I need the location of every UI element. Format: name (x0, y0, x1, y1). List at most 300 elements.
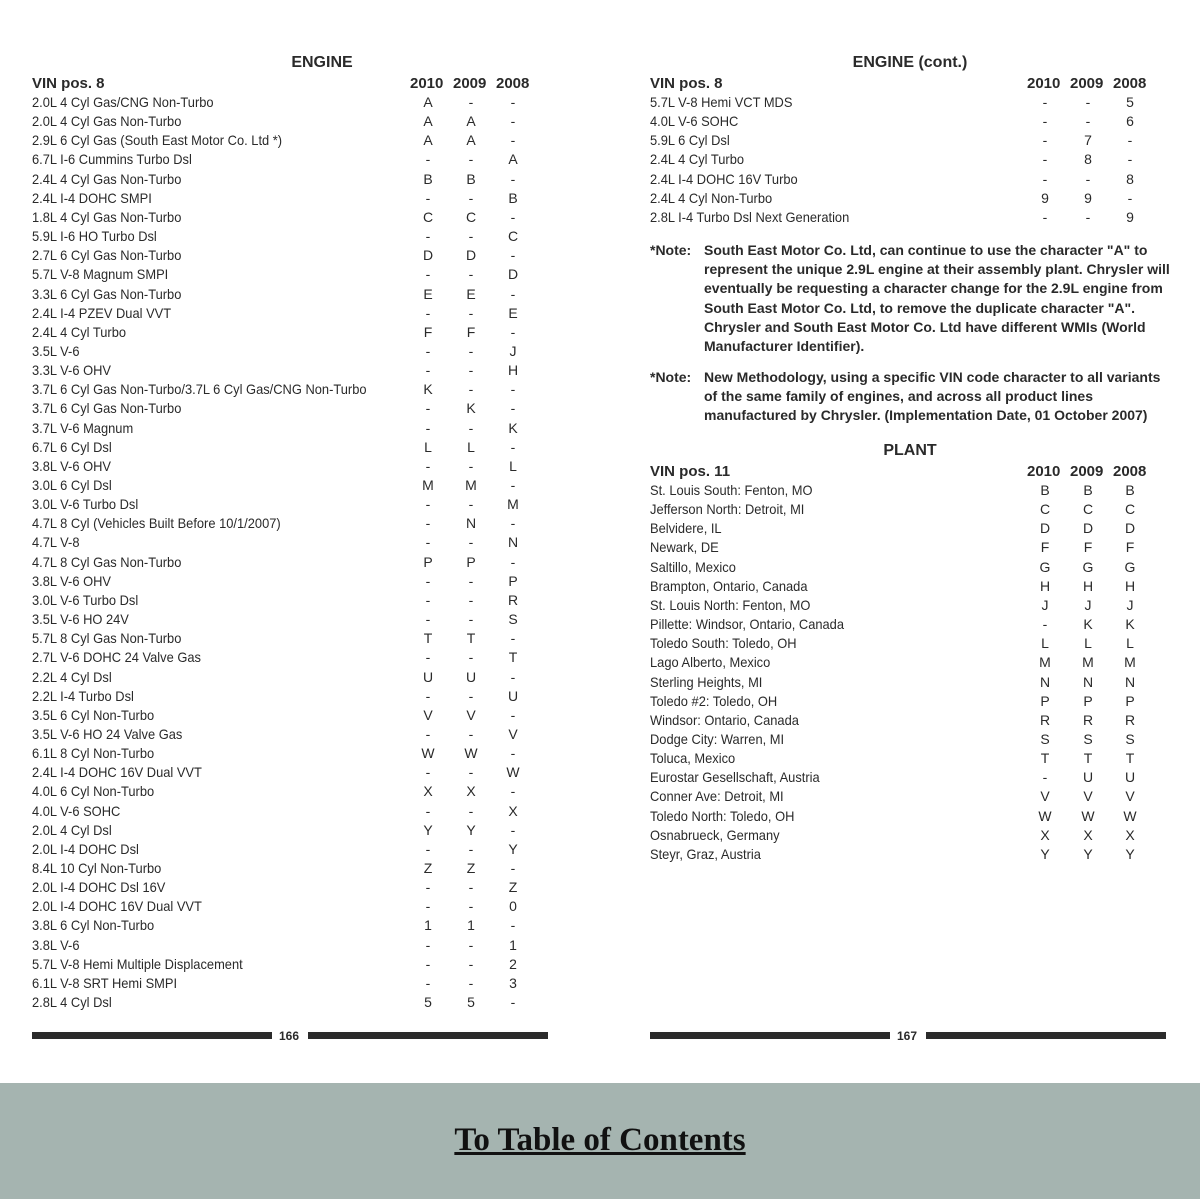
code-2010: - (425, 936, 431, 953)
row-label: 2.8L 4 Cyl Dsl (32, 994, 112, 1011)
table-row (650, 845, 1170, 864)
code-2010: - (425, 515, 431, 532)
code-2008: M (507, 496, 519, 513)
code-2010: - (1042, 616, 1048, 633)
code-2010: - (1042, 113, 1048, 130)
page-number: 166 (279, 1029, 300, 1043)
code-2010: - (425, 572, 431, 589)
code-2010: H (1039, 577, 1051, 594)
table-row (32, 802, 552, 821)
row-label: 3.0L V-6 Turbo Dsl (32, 591, 139, 608)
code-2010: C (1039, 501, 1051, 518)
code-2008: B (1125, 482, 1135, 498)
code-2010: U (422, 668, 434, 685)
code-2008: A (508, 151, 518, 168)
row-label: 3.0L V-6 Turbo Dsl (32, 496, 139, 513)
row-label: 3.8L V-6 OHV (32, 572, 111, 589)
code-2010: A (423, 113, 433, 130)
code-2009: - (468, 936, 474, 953)
code-2010: - (425, 955, 431, 972)
code-2008: - (1127, 189, 1133, 206)
table-row (650, 150, 1170, 169)
code-2008: N (507, 534, 519, 551)
table-row (32, 744, 552, 763)
row-label: 3.3L V-6 OHV (32, 362, 111, 379)
code-2009: K (1083, 616, 1093, 633)
code-2009: - (468, 457, 474, 474)
code-2008: - (510, 783, 516, 800)
table-row (650, 189, 1170, 208)
code-2008: - (510, 113, 516, 130)
code-2010: S (1040, 730, 1050, 747)
table-row (32, 897, 552, 916)
row-label: 2.4L 4 Cyl Non-Turbo (650, 189, 773, 206)
code-2009: - (468, 879, 474, 896)
table-row (650, 577, 1170, 596)
table-row (32, 687, 552, 706)
plant-title: PLANT (883, 442, 937, 459)
code-2009: V (466, 706, 476, 723)
note-label: *Note: (650, 369, 692, 385)
code-2010: Y (1040, 845, 1050, 862)
table-row (32, 399, 552, 418)
code-2009: W (1081, 807, 1095, 824)
code-2010: - (1042, 170, 1048, 187)
code-2008: E (508, 304, 518, 321)
code-2010: - (425, 304, 431, 321)
code-2008: F (1125, 539, 1135, 556)
code-2010: A (423, 94, 433, 110)
table-row (32, 380, 552, 399)
table-row (32, 648, 552, 667)
table-row (32, 763, 552, 782)
row-label: 3.8L V-6 OHV (32, 457, 111, 474)
code-2010: L (1041, 635, 1049, 652)
code-2009: U (1082, 769, 1094, 786)
code-2008: G (1124, 558, 1136, 575)
code-2010: B (423, 170, 433, 187)
row-label: 2.7L 6 Cyl Gas Non-Turbo (32, 247, 182, 264)
row-label: Saltillo, Mexico (650, 558, 736, 575)
code-2009: K (466, 400, 476, 417)
code-2008: - (1127, 151, 1133, 168)
code-2010: - (425, 725, 431, 742)
code-2010: T (423, 630, 433, 647)
code-2010: D (422, 247, 434, 264)
code-2009: - (1085, 208, 1091, 225)
code-2009: - (468, 591, 474, 608)
code-2009: P (466, 553, 476, 570)
note-text: New Methodology, using a specific VIN code character to all variants of the same family of engines, and across all product lines manufactured by Chrysler. (Implementation Date, 01 October 2007) (704, 369, 1161, 424)
code-2008: D (507, 266, 519, 283)
code-2009: Y (466, 821, 476, 838)
code-2008: - (510, 247, 516, 264)
code-2009: D (1082, 520, 1094, 537)
code-2010: - (1042, 151, 1048, 168)
row-label: Brampton, Ontario, Canada (650, 577, 808, 594)
code-2009: B (466, 170, 476, 187)
code-2008: R (507, 591, 519, 608)
table-row (32, 916, 552, 935)
code-2009: - (468, 725, 474, 742)
code-2009: - (1085, 170, 1091, 187)
row-label: 2.2L I-4 Turbo Dsl (32, 687, 134, 704)
table-row (650, 634, 1170, 653)
row-label: 2.7L V-6 DOHC 24 Valve Gas (32, 649, 201, 666)
table-row (32, 610, 552, 629)
code-2010: E (423, 285, 433, 302)
table-row (32, 227, 552, 246)
table-row (32, 878, 552, 897)
code-2008: - (510, 438, 516, 455)
table-row (650, 692, 1170, 711)
plant-year-header-2009: 2009 (1070, 463, 1104, 480)
code-2010: 5 (424, 994, 432, 1011)
vin-pos-label: VIN pos. 8 (32, 75, 105, 92)
row-label: 6.7L 6 Cyl Dsl (32, 438, 112, 455)
code-2009: X (1083, 826, 1093, 843)
code-2008: W (506, 764, 520, 781)
code-2008: - (510, 132, 516, 149)
code-2009: G (1082, 558, 1094, 575)
row-label: 5.9L 6 Cyl Dsl (650, 132, 730, 149)
row-label: 2.0L I-4 DOHC Dsl 16V (32, 879, 166, 896)
table-row (32, 457, 552, 476)
row-label: 2.0L 4 Cyl Gas Non-Turbo (32, 113, 182, 130)
code-2009: - (468, 151, 474, 168)
row-label: 3.5L 6 Cyl Non-Turbo (32, 706, 155, 723)
code-2010: F (423, 323, 433, 340)
code-2008: 9 (1126, 208, 1134, 225)
code-2008: P (508, 572, 518, 589)
table-row (650, 93, 1170, 112)
code-2009: - (468, 304, 474, 321)
code-2008: X (1125, 826, 1135, 843)
code-2009: Z (466, 860, 476, 876)
code-2008: 8 (1126, 170, 1134, 187)
code-2008: 1 (509, 936, 517, 953)
code-2009: N (1082, 673, 1094, 690)
year-header-2009: 2009 (453, 75, 487, 92)
note-new-methodology (650, 368, 1170, 428)
row-label: Lago Alberto, Mexico (650, 654, 771, 671)
code-2009: - (468, 266, 474, 283)
table-row (650, 500, 1170, 519)
code-2009: M (1082, 654, 1094, 671)
code-2009: - (468, 974, 474, 991)
row-label: 2.9L 6 Cyl Gas (South East Motor Co. Ltd *) (32, 132, 283, 149)
table-row (32, 706, 552, 725)
code-2009: V (1083, 788, 1093, 805)
row-label: Jefferson North: Detroit, MI (650, 501, 805, 518)
code-2009: - (468, 342, 474, 359)
table-row (32, 208, 552, 227)
code-2009: P (1083, 692, 1093, 709)
code-2010: N (1039, 673, 1051, 690)
code-2010: W (1038, 807, 1052, 824)
code-2010: 9 (1041, 189, 1049, 206)
code-2009: - (468, 496, 474, 513)
row-label: 5.7L V-8 Magnum SMPI (32, 266, 169, 283)
code-2009: 8 (1084, 151, 1092, 168)
code-2008: - (510, 381, 516, 398)
code-2010: P (423, 553, 433, 570)
code-2008: 6 (1126, 113, 1134, 130)
row-label: Steyr, Graz, Austria (650, 845, 761, 862)
row-label: 3.5L V-6 (32, 342, 80, 359)
table-row (650, 730, 1170, 749)
table-row (32, 533, 552, 552)
code-2009: S (1083, 730, 1093, 747)
code-2008: 3 (509, 974, 517, 991)
code-2008: - (510, 170, 516, 187)
row-label: 5.7L 8 Cyl Gas Non-Turbo (32, 630, 182, 647)
row-label: 6.7L I-6 Cummins Turbo Dsl (32, 151, 192, 168)
code-2009: C (1082, 501, 1094, 518)
code-2010: - (425, 879, 431, 896)
code-2009: L (467, 438, 475, 455)
code-2010: - (425, 400, 431, 417)
code-2009: - (468, 94, 474, 110)
code-2010: - (425, 840, 431, 857)
code-2010: T (1040, 750, 1050, 767)
code-2008: L (509, 457, 517, 474)
table-row (32, 112, 552, 131)
table-row (32, 668, 552, 687)
code-2008: D (1124, 520, 1136, 537)
row-label: 3.0L 6 Cyl Dsl (32, 477, 112, 493)
table-row (32, 419, 552, 438)
code-2010: A (423, 132, 433, 149)
code-2009: - (468, 362, 474, 379)
table-row (650, 826, 1170, 845)
row-label: Eurostar Gesellschaft, Austria (650, 769, 820, 786)
row-label: St. Louis South: Fenton, MO (650, 482, 813, 498)
code-2010: V (423, 706, 433, 723)
code-2008: - (510, 400, 516, 417)
code-2008: H (1124, 577, 1136, 594)
page-number: 167 (897, 1029, 918, 1043)
code-2010: K (423, 381, 433, 398)
code-2009: 1 (467, 917, 475, 934)
code-2010: - (1042, 769, 1048, 786)
table-row (32, 629, 552, 648)
code-2010: - (425, 974, 431, 991)
code-2010: - (425, 802, 431, 819)
table-row (650, 558, 1170, 577)
code-2009: U (465, 668, 477, 685)
code-2009: - (468, 840, 474, 857)
row-label: Pillette: Windsor, Ontario, Canada (650, 616, 845, 633)
row-label: 3.8L 6 Cyl Non-Turbo (32, 917, 155, 934)
plant-vin-pos-label: VIN pos. 11 (650, 463, 731, 480)
code-2009: H (1082, 577, 1094, 594)
code-2008: - (510, 285, 516, 302)
engine-cont-title: ENGINE (cont.) (852, 54, 968, 71)
code-2008: J (1126, 596, 1134, 613)
note-text: South East Motor Co. Ltd, can continue to use the character "A" to represent the unique 2.9L engine at their assembly plant. Chrysler will eventually be requesting a character change for the 2.9L engine from South East Motor Co. Ltd, to remove the duplicate character "A". Chrysler and South East Motor Co. Ltd have different WMIs (World Manufacturer Identifier). (704, 242, 1170, 355)
footer-rule-left (650, 1032, 890, 1039)
table-row (32, 150, 552, 169)
row-label: Dodge City: Warren, MI (650, 730, 785, 747)
footer-rule-right (308, 1032, 548, 1039)
footer-rule-left (32, 1032, 272, 1039)
code-2009: R (1082, 711, 1094, 728)
code-2008: U (507, 687, 519, 704)
code-2009: M (465, 477, 477, 493)
code-2008: X (508, 802, 518, 819)
code-2008: M (1124, 654, 1136, 671)
row-label: 2.8L I-4 Turbo Dsl Next Generation (650, 208, 850, 225)
code-2010: 1 (424, 917, 432, 934)
code-2008: C (507, 228, 519, 245)
code-2009: - (468, 189, 474, 206)
code-2010: X (423, 783, 433, 800)
code-2008: Z (508, 879, 518, 896)
code-2008: 5 (1126, 94, 1134, 110)
table-row (32, 840, 552, 859)
code-2009: E (466, 285, 476, 302)
code-2010: J (1041, 596, 1049, 613)
table-row (650, 519, 1170, 538)
year-header-2010: 2010 (410, 75, 444, 92)
code-2010: - (425, 342, 431, 359)
row-label: 1.8L 4 Cyl Gas Non-Turbo (32, 208, 182, 225)
code-2010: - (425, 189, 431, 206)
code-2010: P (1040, 692, 1050, 709)
table-row (32, 725, 552, 744)
code-2008: Y (1125, 845, 1135, 862)
row-label: 3.5L V-6 HO 24 Valve Gas (32, 725, 183, 742)
table-of-contents-link[interactable]: To Table of Contents (454, 1122, 746, 1158)
table-row (650, 170, 1170, 189)
table-row (650, 481, 1170, 500)
code-2008: - (510, 860, 516, 876)
code-2010: - (425, 228, 431, 245)
code-2010: - (425, 266, 431, 283)
code-2010: B (1040, 482, 1050, 498)
code-2009: N (465, 515, 477, 532)
code-2008: V (508, 725, 518, 742)
right-page (650, 0, 1170, 1080)
row-label: 2.4L I-4 DOHC 16V Turbo (650, 170, 798, 187)
code-2009: - (468, 572, 474, 589)
row-label: 8.4L 10 Cyl Non-Turbo (32, 860, 162, 876)
engine-title: ENGINE (291, 54, 353, 71)
code-2010: - (1042, 94, 1048, 110)
code-2010: - (1042, 208, 1048, 225)
year-header-2009: 2009 (1070, 75, 1104, 92)
code-2009: - (468, 764, 474, 781)
code-2008: - (510, 477, 516, 493)
code-2010: - (425, 764, 431, 781)
code-2009: - (468, 381, 474, 398)
code-2010: R (1039, 711, 1051, 728)
code-2009: X (466, 783, 476, 800)
table-row (650, 711, 1170, 730)
table-row (650, 749, 1170, 768)
left-page (32, 0, 552, 1080)
code-2008: - (510, 745, 516, 762)
table-row (32, 285, 552, 304)
code-2008: - (510, 94, 516, 110)
code-2010: M (422, 477, 434, 493)
row-label: Toluca, Mexico (650, 750, 736, 767)
code-2008: - (510, 994, 516, 1011)
row-label: Toledo South: Toledo, OH (650, 635, 797, 652)
code-2009: Y (1083, 845, 1093, 862)
table-row (650, 596, 1170, 615)
row-label: 2.4L 4 Cyl Gas Non-Turbo (32, 170, 182, 187)
code-2010: - (425, 457, 431, 474)
table-row (32, 342, 552, 361)
code-2010: Z (423, 860, 433, 876)
code-2010: C (422, 208, 434, 225)
code-2009: - (468, 228, 474, 245)
code-2008: H (507, 362, 519, 379)
note-south-east-motor (650, 241, 1170, 357)
code-2010: V (1040, 788, 1050, 805)
plant-year-header-2010: 2010 (1027, 463, 1061, 480)
code-2008: L (1126, 635, 1134, 652)
code-2009: - (1085, 113, 1091, 130)
table-row (32, 265, 552, 284)
row-label: 2.4L 4 Cyl Turbo (650, 151, 745, 168)
code-2008: S (1125, 730, 1135, 747)
code-2008: K (508, 419, 518, 436)
code-2009: - (468, 802, 474, 819)
code-2009: - (1085, 94, 1091, 110)
row-label: 4.7L 8 Cyl (Vehicles Built Before 10/1/2007) (32, 515, 281, 532)
row-label: 2.0L 4 Cyl Gas/CNG Non-Turbo (32, 94, 214, 110)
table-row (650, 653, 1170, 672)
code-2009: B (1083, 482, 1093, 498)
table-row (32, 591, 552, 610)
code-2008: - (1127, 132, 1133, 149)
code-2010: - (425, 362, 431, 379)
row-label: Belvidere, IL (650, 520, 722, 537)
code-2009: - (468, 898, 474, 915)
table-row (650, 807, 1170, 826)
table-row (32, 859, 552, 878)
code-2008: N (1124, 673, 1136, 690)
table-row (32, 936, 552, 955)
table-row (32, 438, 552, 457)
code-2008: K (1125, 616, 1135, 633)
code-2010: - (425, 591, 431, 608)
code-2009: T (466, 630, 476, 647)
row-label: 2.4L I-4 DOHC 16V Dual VVT (32, 764, 202, 781)
row-label: 3.8L V-6 (32, 936, 80, 953)
code-2010: - (425, 151, 431, 168)
row-label: 5.9L I-6 HO Turbo Dsl (32, 228, 157, 245)
table-row (650, 131, 1170, 150)
code-2010: F (1040, 539, 1050, 556)
table-row (32, 323, 552, 342)
code-2010: Y (423, 821, 433, 838)
code-2009: C (465, 208, 477, 225)
row-label: Newark, DE (650, 539, 719, 556)
row-label: 2.0L 4 Cyl Dsl (32, 821, 112, 838)
code-2008: T (1125, 750, 1135, 767)
table-row (650, 538, 1170, 557)
plant-year-header-2008: 2008 (1113, 463, 1147, 480)
row-label: Conner Ave: Detroit, MI (650, 788, 784, 805)
code-2010: - (1042, 132, 1048, 149)
table-row (32, 821, 552, 840)
code-2009: 9 (1084, 189, 1092, 206)
code-2009: A (466, 113, 476, 130)
